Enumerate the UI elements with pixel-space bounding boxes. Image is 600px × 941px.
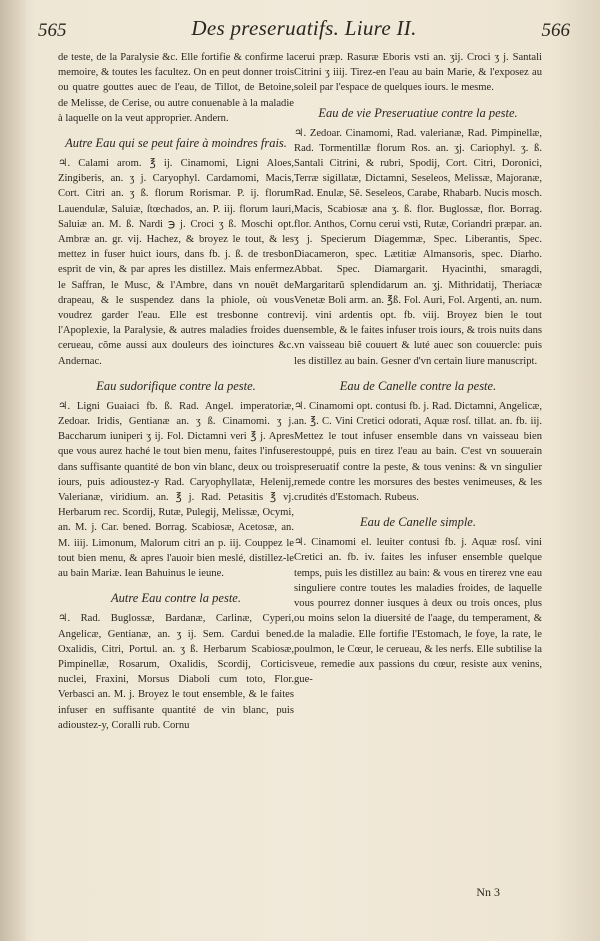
left-paragraph-2: ♃. Calami arom. ℥ ij. Cinamomi, Ligni Aloes, Zingiberis, an. ʒ j. Caryophyl. Cardamomi, Macis, Cort. Citri an. ʒ ß. florum Rorismar. P. ij. florum Lauendulæ, Saluiæ, ſtœchados, an. P. iij. florum lauri, Saluiæ an. M. ß. Nardi ℈ j. Croci ʒ ß. Moschi opt. Ambræ an. gr. vij. Hachez, & broyez le tout, & les mettez in fuser huict iours, dans fb. j. ß. de tresbon esprit de vin, & par apres les distillez. Mais enfermez le Saffran, le Musc, & l'Ambre, dans vn nouët de drapeau, & le suspendez dans la phiole, où vous voudrez garder l'eau. Elle est tresbonne contre l'Apoplexie, la Paralysie, & autres maladies froides du cerueau, cõme aussi aux douleurs des ioinctures &c. Andernac.: [58, 158, 294, 367]
right-column: [294, 50, 542, 687]
right-heading-1: Eau de vie Preseruatiue contre la peste.: [318, 105, 518, 120]
signature-mark: Nn 3: [476, 885, 500, 899]
right-heading-3: Eau de Canelle simple.: [360, 515, 476, 530]
left-paragraph-3: ♃. Ligni Guaiaci fb. ß. Rad. Angel. imperatoriæ, Zedoar. Iridis, Gentianæ an. ʒ ß. Cinamomi. ʒ j. Baccharum iuniperi ʒ ij. Fol. Dictamni veri ℥ j. Apres que vous aurez haché le tout bien menu, faites l'infuser dans suffisante quantité de bon vin blanc, deux ou trois iours, puis adioustez-y Rad. Caryophyllatæ, Helenij, Valerianæ, viridium. an. ℥ j. Rad. Petasitis ℥ vj. Herbarum rec. Scordij, Rutæ, Pulegij, Melissæ, Ocymi, an. M. j. Car. bened. Borrag. Scabiosæ, Acetosæ, an. M. iiij. Limonum, Malorum citri an p. iij. Couppez le tout bien menu, & apres l'auoir bien meslé, distillez-le au bain Mariæ. Iean Bahuinus le ieune.: [58, 400, 294, 580]
left-heading-2: Eau sudorifique contre la peste.: [96, 378, 256, 393]
right-paragraph-3: ♃. Cinamomi opt. contusi fb. j. Rad. Dictamni, Angelicæ, an. ℥. C. Vini Cretici odorati, Aquæ rosſ. tillat. an. fb. iij. Mettez le tout infuser ensemble dans vn vaisseau bien estouppé, puis en tirez l'eau au bain. C'est vn souuerain preseruatif contre la peste, & tous venins: & vn singulier remede contre les morsures des bestes venimeuses, & les crudités d'Estomach. Rubeus.: [294, 400, 542, 504]
running-title: Des preseruatifs. Liure II.: [191, 16, 417, 40]
page-number-right: 566: [541, 20, 570, 41]
left-column: [58, 50, 294, 733]
right-paragraph-1: ceruі præp. Rasuræ Eboris vsti an. ʒij. Croci ʒ j. Santali Citrini ʒ iiij. Tirez-en l'eau au bain Marie, & l'exposez au soleil par l'espace de quelques iours. le mesme.: [294, 52, 542, 94]
right-paragraph-4: ♃. Cinamomi el. leuiter contusi fb. j. Aquæ rosſ. vini Cretici an. fb. iv. faites les infuser ensemble quelque temps, puis les distillez au bain: & vous en tirerez vne eau singuliere contre toutes les maladies froides, de laquelle vous pourrez donner iusques à deux ou trois onces, plus ou moins selon la diuersité de l'aage, du temperament, & de la maladie. Elle fortifie l'Estomach, le foye, la rate, le poulmon, le Cœur, le cerueau, & les nerfs. Elle subtilise la veue, remedie aux passions du cœur, resiste aux venins, gue-: [294, 537, 542, 686]
left-heading-1: Autre Eau qui se peut faire à moindres frais.: [65, 136, 287, 151]
left-paragraph-1: de teste, de la Paralysie &c. Elle fortifie & confirme la memoire, & toutes les facultez. On en peut donner trois ou quatre gouttes auec de l'eau, de Tillot, de Betoine, de Melisse, de Cerise, ou autre conuenable à la maladie à laquelle on la veut approprier. Andern.: [58, 52, 294, 124]
right-heading-2: Eau de Canelle contre la peste.: [339, 378, 497, 393]
page-number-left: 565: [38, 20, 67, 41]
page-gutter: [0, 0, 26, 941]
left-paragraph-4: ♃. Rad. Buglossæ, Bardanæ, Carlinæ, Cyperi, Angelicæ, Gentianæ, an. ʒ ij. Sem. Cardui bened. Oxalidis, Citri, Portul. an. ʒ ß. Herbarum Scabiosæ, Pimpinellæ, Rosarum, Oxalidis, Scordij, Corticis nuclei, Fraxini, Morsus Diaboli cum toto, Flor. Verbasci an. M. j. Broyez le tout ensemble, & le faites infuser en suffisante quantité de vin blanc, puis adioustez-y, Coralli rub. Cornu: [58, 613, 294, 731]
right-paragraph-2: ♃. Zedoar. Cinamomi, Rad. valerianæ, Rad. Pimpinellæ, Rad. Tormentillæ florum Ros. an. ʒj. Cariophyl. ʒ. ß. Santali Citrini, & rubri, Spodij, Cort. Citri, Doronici, Terræ sigillatæ, Dictamni, Seseleos, Melissæ, Majoranæ, Rad. Enulæ, Sẽ. Seseleos, Carabe, Rhabarb. Nucis mosch. Macis, Scabiosæ ana ʒ. ß. flor. Buglossæ, flor. Borrag. flor. Anthos, Cornu cerui vsti, Rutæ, Coriandri præpar. an. ʒ j. Specierum Diagemmæ, Spec. Liberantis, Spec. Diacameron, spec. Lætitiæ Almansoris, spec. Diarho. Abbat. Spec. Diamargarit. Hyacinthi, smaragdi, Margaritarũ splendidarum an. ʒj. Mithridatij, Theriacæ Venetæ Boli arm. an. ℥ß. Fol. Auri, Fol. Argenti, an. num. vij. vini ardentis opt. fb. viij. Broyez bien le tout ensemble, & le faites infuser trois iours, & trois nuits dans vn vaisseau biẽ couuert & luté auec son couuercle: puis les distillez au bain. Gesner d'vn certain liure manuscript.: [294, 127, 542, 367]
page-header: [38, 16, 570, 46]
left-heading-3: Autre Eau contre la peste.: [111, 591, 241, 606]
